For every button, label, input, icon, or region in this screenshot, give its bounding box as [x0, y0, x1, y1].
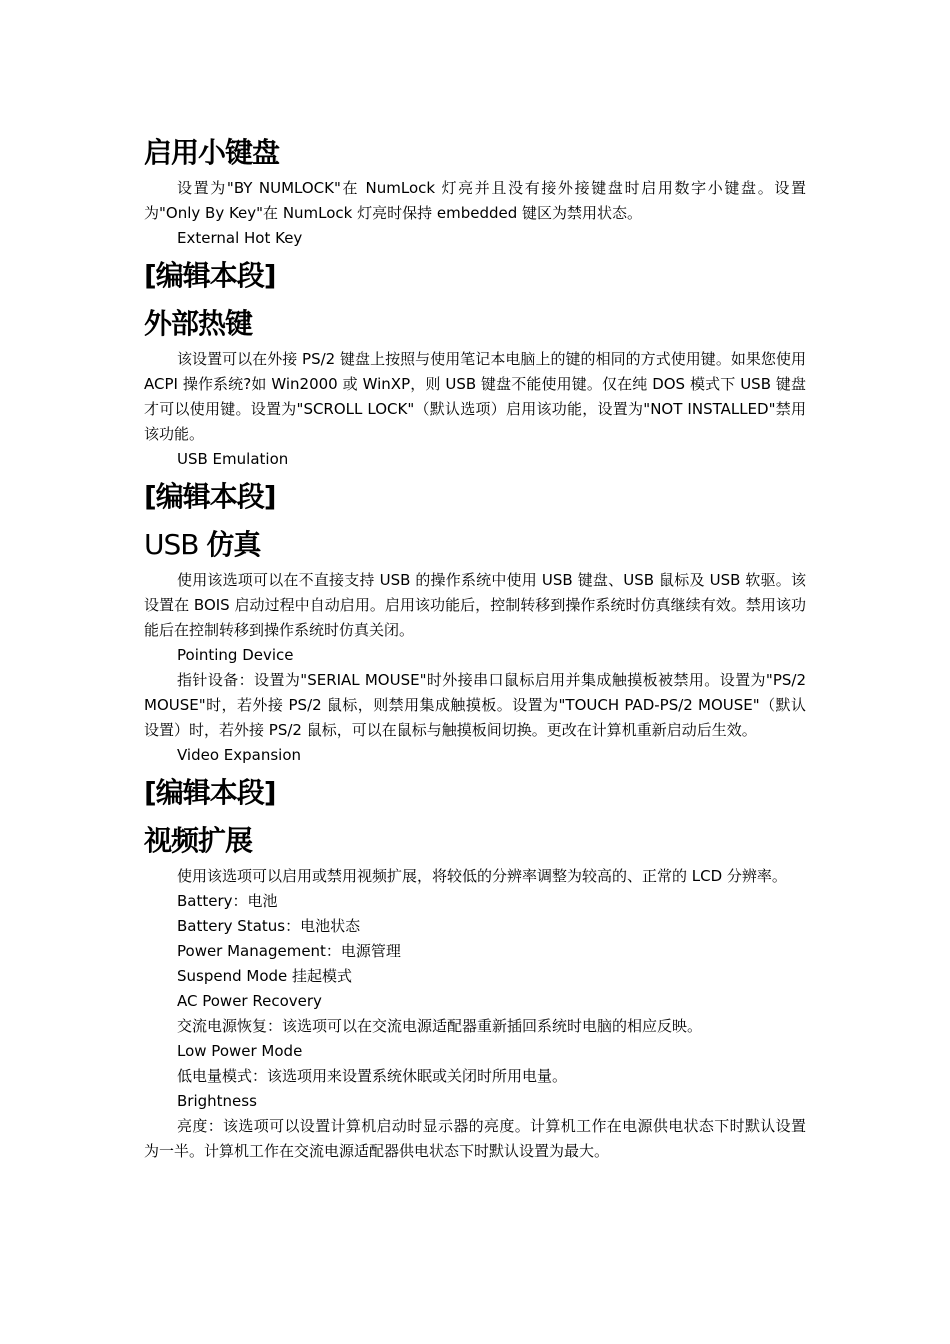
- paragraph: 使用该选项可以在不直接支持 USB 的操作系统中使用 USB 键盘、USB 鼠标及 USB 软驱。该设置在 BOIS 启动过程中自动启用。启用该功能后，控制转移到操作系统时仿真继续有效。禁用该功能后在控制转移到操作系统时仿真关闭。: [144, 571, 806, 639]
- paragraph: Pointing Device: [177, 646, 294, 664]
- paragraph: 该设置可以在外接 PS/2 键盘上按照与使用笔记本电脑上的键的相同的方式使用键。如果您使用 ACPI 操作系统?如 Win2000 或 WinXP，则 USB 键盘不能使用键。仅在纯 DOS 模式下 USB 键盘才可以使用键。设置为"SCROLL LOCK"（默认选项）启用该功能，设置为"NOT INSTALLED"禁用该功能。: [144, 350, 806, 443]
- paragraph: Brightness: [177, 1092, 257, 1110]
- paragraph: Video Expansion: [177, 746, 302, 764]
- heading-usb-emulation: [144, 522, 806, 568]
- paragraph: Low Power Mode: [177, 1042, 303, 1060]
- paragraph: 设置为"BY NUMLOCK"在 NumLock 灯亮并且没有接外接键盘时启用数字小键盘。设置为"Only By Key"在 NumLock 灯亮时保持 embedded 键区为禁用状态。: [144, 179, 806, 222]
- edit-section-link[interactable]: [编辑本段]: [144, 259, 276, 292]
- paragraph: 亮度：该选项可以设置计算机启动时显示器的亮度。计算机工作在电源供电状态下时默认设置为一半。计算机工作在交流电源适配器供电状态下时默认设置为最大。: [144, 1117, 806, 1160]
- paragraph: Power Management：电源管理: [177, 942, 401, 960]
- heading-enable-keypad: 启用小键盘: [144, 136, 280, 169]
- edit-section-link[interactable]: [编辑本段]: [144, 480, 276, 513]
- paragraph: 指针设备：设置为"SERIAL MOUSE"时外接串口鼠标启用并集成触摸板被禁用。设置为"PS/2 MOUSE"时，若外接 PS/2 鼠标，则禁用集成触摸板。设置为"TOUCH PAD-PS/2 MOUSE"（默认设置）时，若外接 PS/2 鼠标，可以在鼠标与触摸板间切换。更改在计算机重新启动后生效。: [144, 671, 806, 739]
- paragraph: Battery：电池: [177, 892, 278, 910]
- heading-usb-rest: 仿真: [206, 528, 261, 561]
- heading-external-hotkey: 外部热键: [144, 307, 253, 340]
- paragraph: Suspend Mode 挂起模式: [177, 967, 353, 985]
- paragraph: 交流电源恢复：该选项可以在交流电源适配器重新插回系统时电脑的相应反映。: [177, 1017, 703, 1035]
- paragraph: 使用该选项可以启用或禁用视频扩展，将较低的分辨率调整为较高的、正常的 LCD 分辨率。: [177, 867, 787, 885]
- heading-usb-prefix: USB: [144, 528, 207, 561]
- paragraph: USB Emulation: [177, 450, 289, 468]
- paragraph: Battery Status：电池状态: [177, 917, 361, 935]
- edit-section-link[interactable]: [编辑本段]: [144, 776, 276, 809]
- paragraph: 低电量模式：该选项用来设置系统休眠或关闭时所用电量。: [177, 1067, 568, 1085]
- document-page: [144, 130, 806, 1164]
- paragraph: AC Power Recovery: [177, 992, 322, 1010]
- paragraph: External Hot Key: [177, 229, 303, 247]
- heading-video-expansion: 视频扩展: [144, 824, 253, 857]
